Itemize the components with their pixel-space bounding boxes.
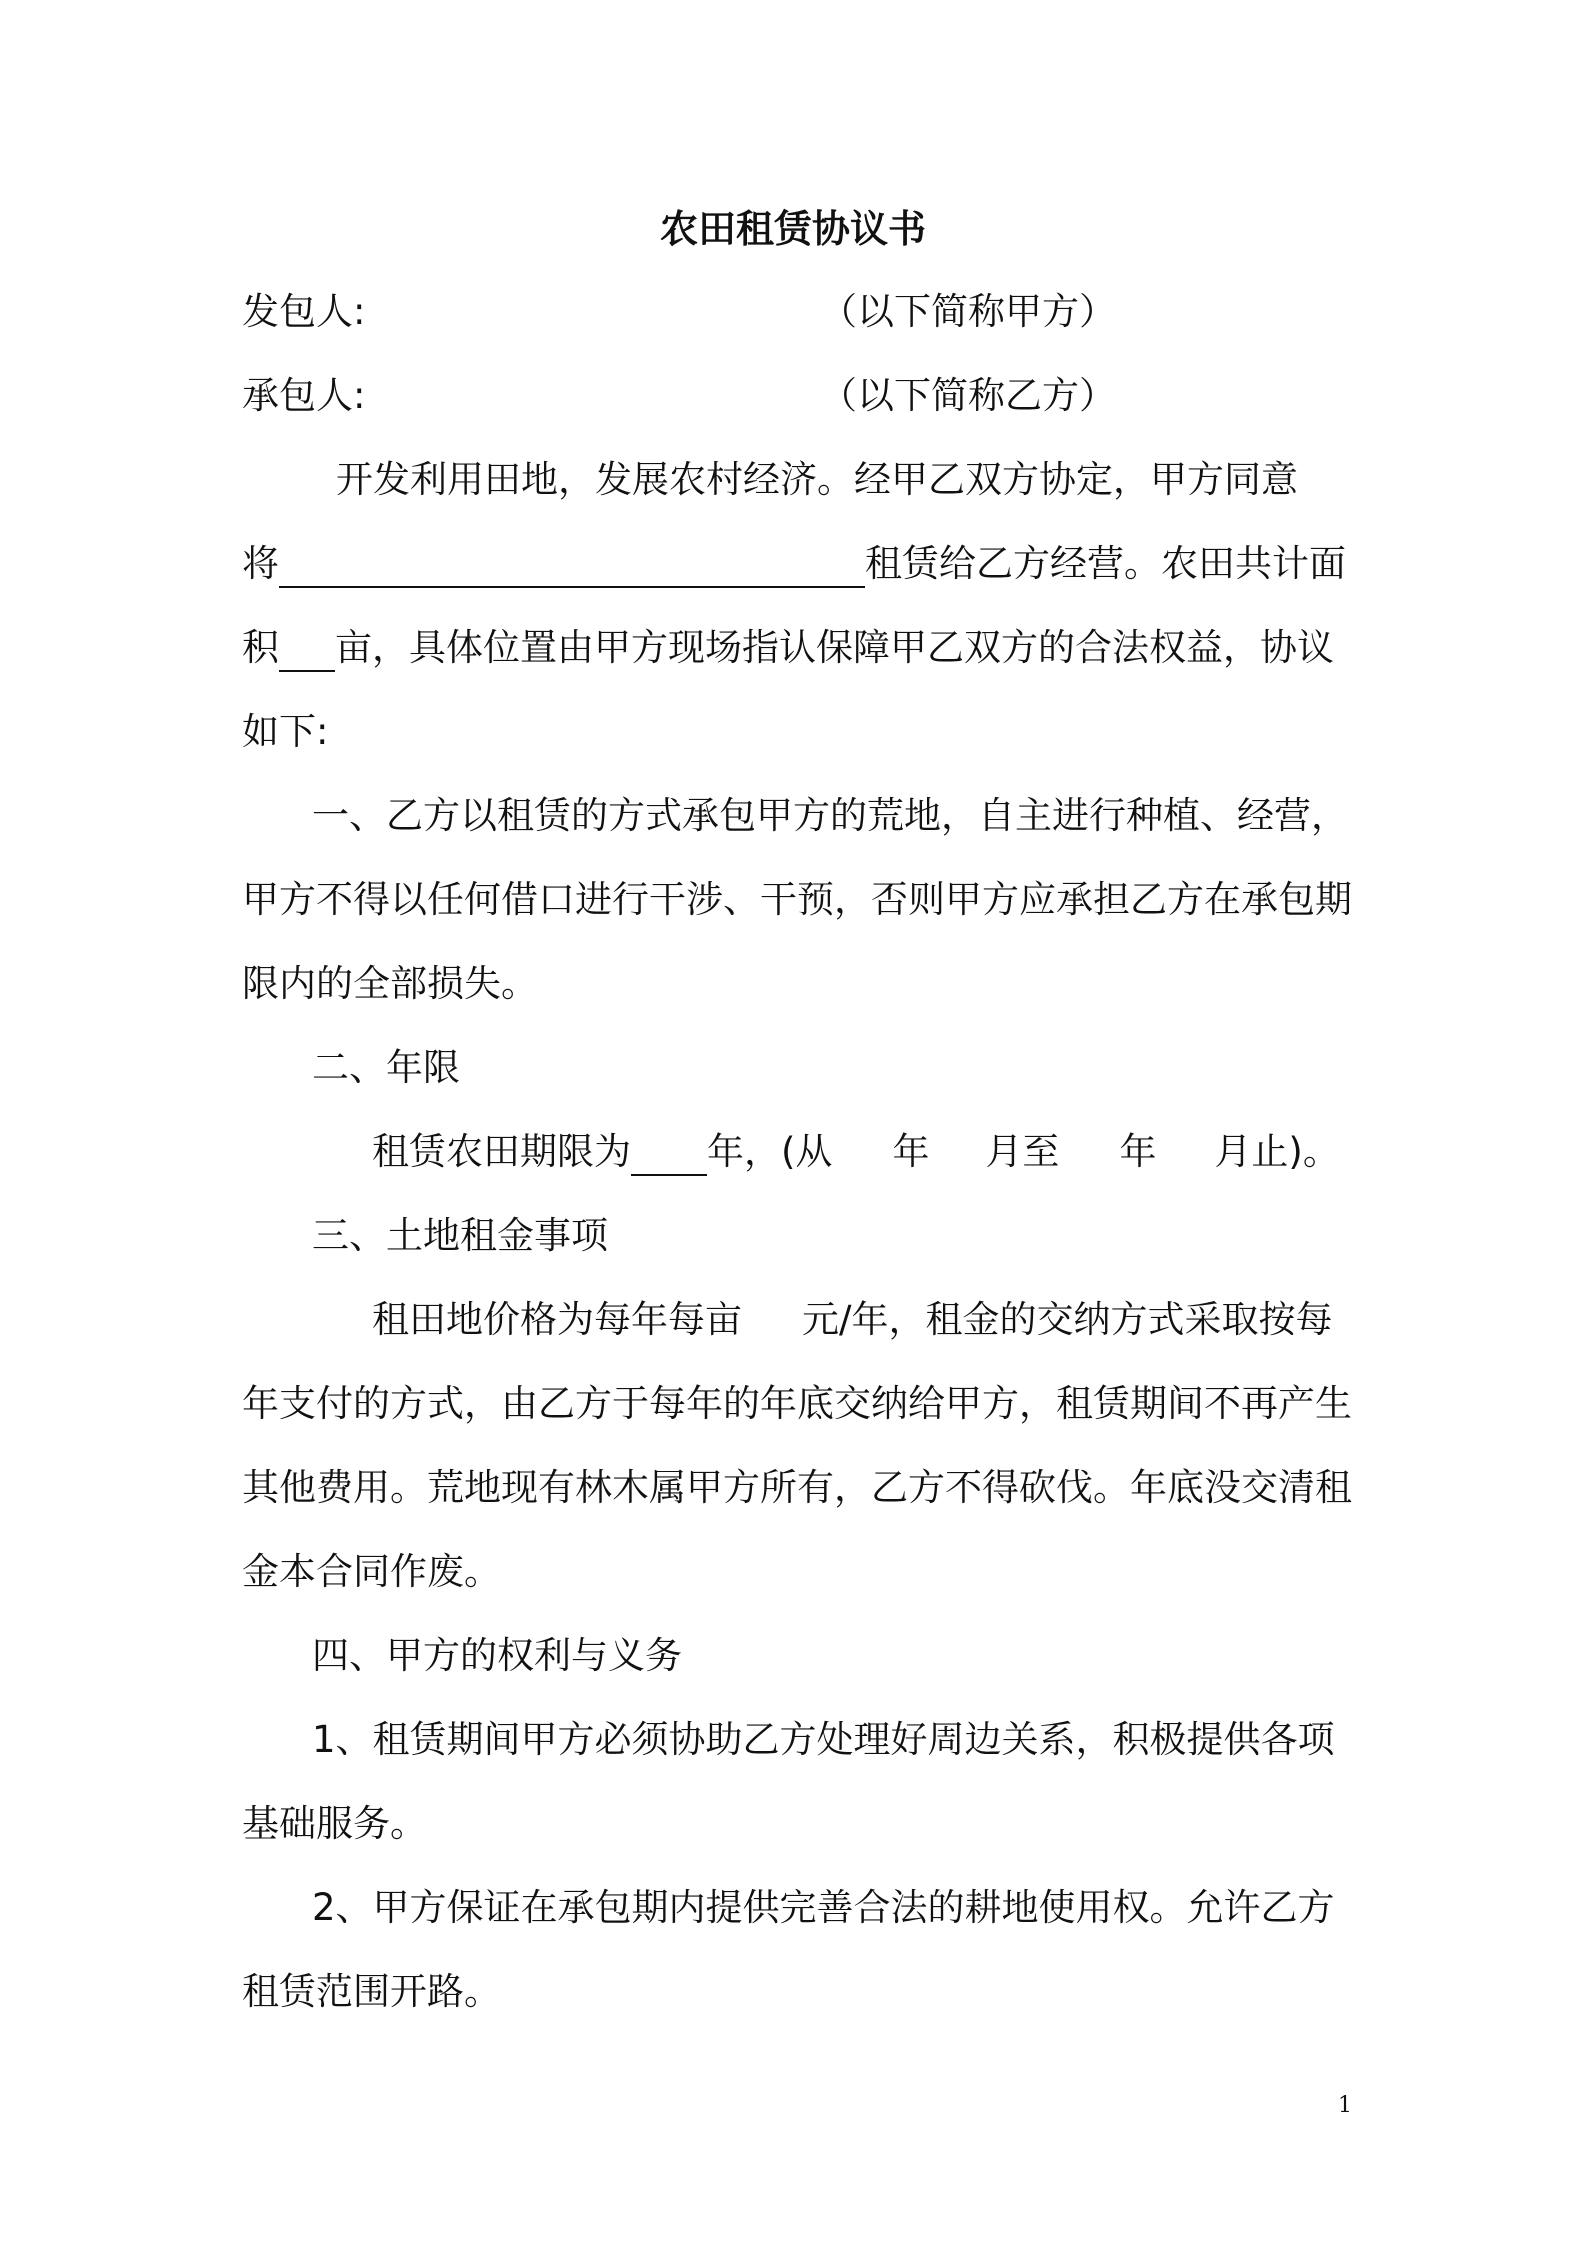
intro-line-3-suffix: 亩，具体位置由甲方现场指认保障甲乙双方的合法权益，协议 xyxy=(335,626,1334,669)
section-4-heading: 四、甲方的权利与义务 xyxy=(312,1634,682,1677)
lease-term-line xyxy=(372,1128,1340,1176)
party-b-label: 承包人: xyxy=(242,374,366,417)
lease-years-blank xyxy=(631,1134,707,1176)
section-3-line-2: 年支付的方式，由乙方于每年的年底交纳给甲方，租赁期间不再产生 xyxy=(242,1382,1352,1425)
section-3-line-3: 其他费用。荒地现有林木属甲方所有，乙方不得砍伐。年底没交清租 xyxy=(242,1466,1352,1509)
intro-line-2-prefix: 将 xyxy=(242,542,279,585)
start-month-label: 月至 xyxy=(985,1130,1060,1173)
end-year-label: 年 xyxy=(1119,1130,1157,1173)
intro-line-2 xyxy=(242,540,1346,588)
land-location-blank xyxy=(279,546,865,588)
section-1-line-3: 限内的全部损失。 xyxy=(242,962,538,1005)
lease-term-years: 年，(从 xyxy=(707,1130,833,1173)
section-3-line-1 xyxy=(372,1296,1332,1344)
party-a-note: （以下简称甲方） xyxy=(820,290,1116,333)
section-4-item-1-line-2: 基础服务。 xyxy=(242,1802,427,1845)
page-number: 1 xyxy=(1338,2093,1352,2118)
party-b-note: （以下简称乙方） xyxy=(820,374,1116,417)
area-blank xyxy=(279,630,335,672)
document-title: 农田租赁协议书 xyxy=(659,207,926,251)
section-4-item-2-line-1: 2、甲方保证在承包期内提供完善合法的耕地使用权。允许乙方 xyxy=(312,1886,1335,1929)
section-3-line-4: 金本合同作废。 xyxy=(242,1550,501,1593)
section-2-heading: 二、年限 xyxy=(312,1046,460,1089)
end-month-label: 月止)。 xyxy=(1214,1130,1340,1173)
section-4-item-2-line-2: 租赁范围开路。 xyxy=(242,1970,501,2013)
intro-line-2-suffix: 租赁给乙方经营。农田共计面 xyxy=(865,542,1346,585)
section-3-heading: 三、土地租金事项 xyxy=(312,1214,608,1257)
intro-line-1: 开发利用田地，发展农村经济。经甲乙双方协定，甲方同意 xyxy=(336,458,1298,501)
lease-term-prefix: 租赁农田期限为 xyxy=(372,1130,631,1173)
section-1-line-2: 甲方不得以任何借口进行干涉、干预，否则甲方应承担乙方在承包期 xyxy=(242,878,1352,921)
rent-price-suffix: 元/年，租金的交纳方式采取按每 xyxy=(802,1298,1333,1341)
section-1-line-1: 一、乙方以租赁的方式承包甲方的荒地，自主进行种植、经营， xyxy=(312,794,1348,837)
intro-line-3 xyxy=(242,624,1334,672)
section-4-item-1-line-1: 1、租赁期间甲方必须协助乙方处理好周边关系，积极提供各项 xyxy=(312,1718,1335,1761)
rent-price-prefix: 租田地价格为每年每亩 xyxy=(372,1298,742,1341)
party-a-label: 发包人: xyxy=(242,290,366,333)
intro-line-4: 如下: xyxy=(242,710,329,753)
intro-line-3-prefix: 积 xyxy=(242,626,279,669)
start-year-label: 年 xyxy=(892,1130,930,1173)
